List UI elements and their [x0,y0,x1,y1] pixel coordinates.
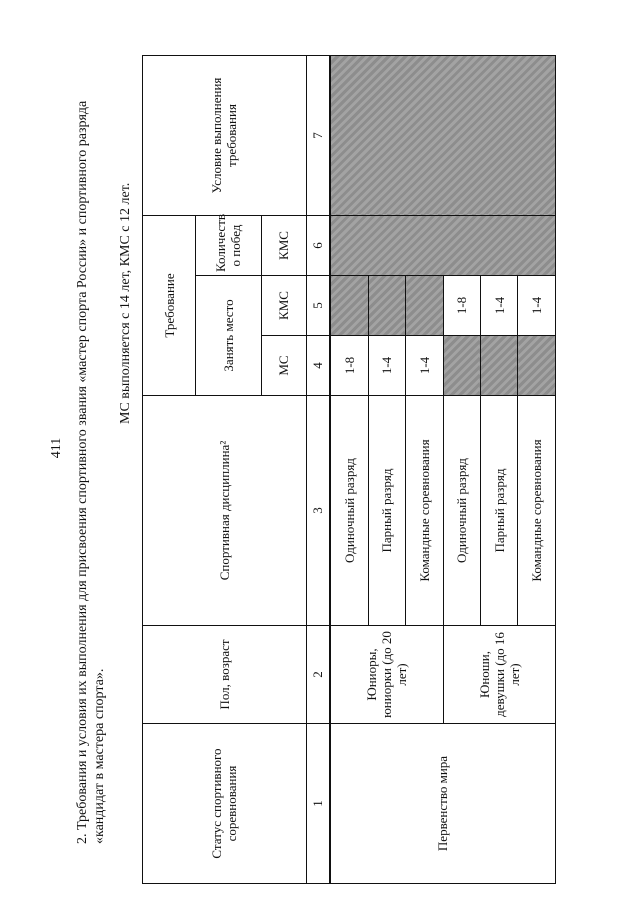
shaded-cell [368,276,405,336]
col-number-1: 1 [306,724,330,884]
col-number-5: 5 [306,276,330,336]
page-number: 411 [49,437,64,459]
group-2-gender-age: Юноши, девушки (до 16 лет) [443,626,556,724]
ms-place-cell: 1-8 [330,336,368,396]
header-discipline: Спортивная дисциплина² [143,396,307,626]
header-gender-age: Пол, возраст [143,626,307,724]
header-requirement: Требование [143,215,196,395]
discipline-cell: Одиночный разряд [443,396,480,626]
shaded-cell [330,276,368,336]
age-note: МС выполняется с 14 лет, КМС с 12 лет. [118,182,133,424]
header-place: Занять место [196,276,262,396]
col-number-3: 3 [306,396,330,626]
shaded-cell [480,336,517,396]
discipline-cell: Парный разряд [368,396,405,626]
col-number-2: 2 [306,626,330,724]
header-kms: КМС [261,276,306,336]
discipline-cell: Командные соревнования [518,396,556,626]
discipline-cell: Парный разряд [480,396,517,626]
header-ms: МС [261,336,306,396]
rotated-page [20,4,620,884]
shaded-cell [330,55,556,215]
col-number-6: 6 [306,215,330,275]
col-number-4: 4 [306,336,330,396]
group-1-gender-age: Юниоры, юниорки (до 20 лет) [330,626,443,724]
ms-place-cell: 1-4 [368,336,405,396]
shaded-cell [330,215,556,275]
col-number-7: 7 [306,55,330,215]
discipline-cell: Одиночный разряд [330,396,368,626]
section-heading: 2. Требования и условия их выполнения для присвоения спортивного звания «мастер спорта России» и спортивного разряда «кандидат в мастера спорта». [75,100,107,844]
header-status: Статус спортивного соревнования [143,724,307,884]
kms-place-cell: 1-8 [443,276,480,336]
header-wins: Количеств о побед [196,215,262,275]
header-condition: Условие выполнения требования [143,55,307,215]
status-value: Первенство мира [330,724,556,884]
kms-place-cell: 1-4 [480,276,517,336]
shaded-cell [406,276,443,336]
header-kms-wins: КМС [261,215,306,275]
ms-place-cell: 1-4 [406,336,443,396]
requirements-table [142,55,556,884]
discipline-cell: Командные соревнования [406,396,443,626]
kms-place-cell: 1-4 [518,276,556,336]
shaded-cell [518,336,556,396]
shaded-cell [443,336,480,396]
